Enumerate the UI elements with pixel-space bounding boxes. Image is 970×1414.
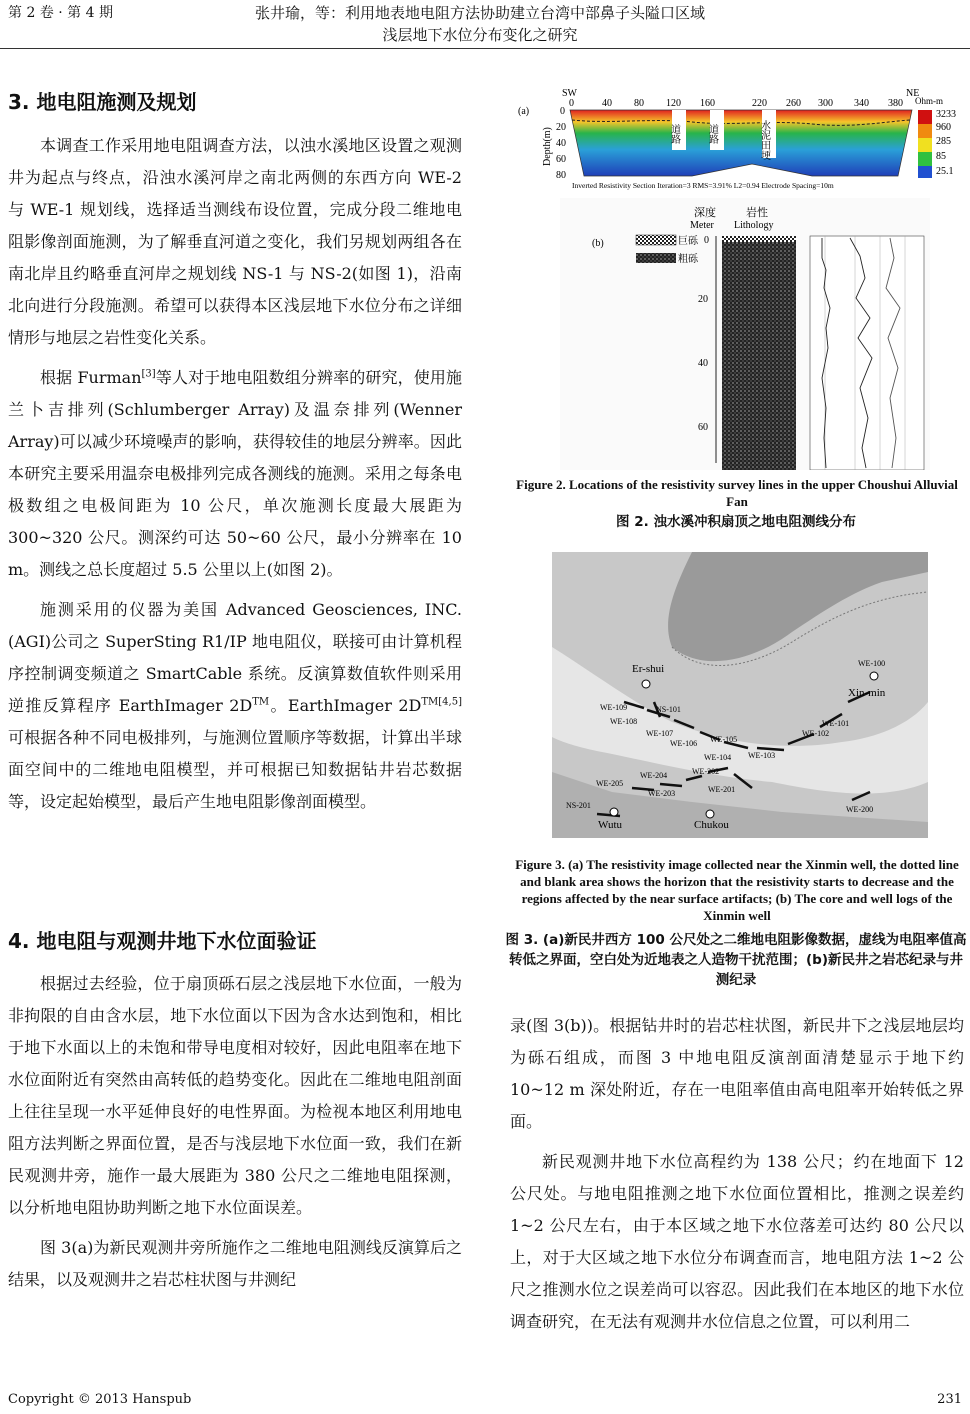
section4-heading: 4. 地电阻与观测井地下水位面验证	[8, 929, 317, 953]
svg-text:3233: 3233	[936, 109, 956, 120]
section3-heading: 3. 地电阻施测及规划	[8, 90, 197, 114]
svg-text:260: 260	[786, 98, 801, 109]
svg-text:WE-102: WE-102	[802, 729, 830, 738]
svg-text:80: 80	[634, 98, 644, 109]
svg-text:WE-105: WE-105	[710, 735, 738, 744]
right-paragraph-2: 新民观测井地下水位高程约为 138 公尺；约在地面下 12 公尺处。与地电阻推测之地下水位面位置相比，推测之误差约 1~2 公尺左右，由于本区域之地下水位落差可达约 80 公尺以上，对于大区域之地下水位分布调查而言，地电阻方法 1~2 公尺之推测水位之误差尚可以容忍。因此我们在本地区的地下水位调查研究，在无法有观测井水位信息之位置，可以利用二	[510, 1152, 964, 1331]
scale-swatch	[918, 124, 932, 138]
svg-text:300: 300	[818, 98, 833, 109]
label-b: (b)	[592, 238, 604, 249]
scale-swatch	[918, 110, 932, 124]
label-a: (a)	[518, 106, 530, 117]
core-log-figure	[560, 198, 930, 470]
depth-axis-label: Depth(m)	[542, 127, 553, 166]
svg-text:WE-201: WE-201	[708, 785, 736, 794]
svg-text:285: 285	[936, 136, 951, 147]
svg-text:960: 960	[936, 122, 951, 133]
lithology-label-en: Lithology	[734, 220, 774, 231]
svg-text:WE-106: WE-106	[670, 739, 698, 748]
svg-text:160: 160	[700, 98, 715, 109]
citation-ref[interactable]: [3]	[141, 368, 156, 380]
svg-text:40: 40	[698, 358, 708, 369]
boulder-layer	[722, 236, 796, 242]
annotation-ridge: 水泥田埂	[758, 120, 770, 160]
section3-paragraph-1: 本调查工作采用地电阻调查方法，以浊水溪地区设置之观测井为起点与终点，沿浊水溪河岸之南北两侧的东西方向 WE-2 与 WE-1 规划线，选择适当测线布设位置，完成分段二维地电阻影像剖面施测，为了解垂直河道之变化，我们另规划两组各在南北岸且约略垂直河岸之规划线 NS-1 与 NS-2(如图 1)，沿南北向进行分段施测。希望可以获得本区浅层地下水位分布之详细情形与地层之岩性变化关系。	[8, 136, 462, 347]
scale-swatch	[918, 152, 932, 166]
svg-text:WE-100: WE-100	[858, 659, 886, 668]
svg-text:80: 80	[556, 170, 566, 181]
running-title	[200, 2, 760, 46]
legend-gravel-swatch	[636, 253, 676, 263]
svg-text:40: 40	[602, 98, 612, 109]
right-column-body	[510, 1010, 964, 1346]
svg-text:20: 20	[556, 122, 566, 133]
svg-text:40: 40	[556, 138, 566, 149]
svg-text:NS-101: NS-101	[656, 705, 681, 714]
legend-boulder: 巨砾	[678, 236, 698, 247]
section3-paragraph-3: 施测采用的仪器为美国 Advanced Geosciences, INC.(AGI)公司之 SuperSting R1/IP 地电阻仪，联接可由计算机程序控制调变频道之 SmartCable 系统。反演算数值软件则采用逆推反算程序 EarthImager 2D™。EarthImager $2D^{TM[4,5]}$可根据各种不同电极排列，与施测位置顺序等数据，计算出半球面空间中的二维地电阻模型，并可根据已知数据钻井岩芯数据等，设定起始模型，最后产生地电阻影像剖面模型。	[8, 600, 462, 811]
gravel-column	[722, 242, 796, 470]
legend-boulder-swatch	[636, 235, 676, 245]
color-scale	[918, 109, 956, 178]
svg-text:Wutu: Wutu	[598, 819, 622, 831]
figure3-caption-zh: 图 3. (a)新民井西方 100 公尺处之二维地电阻影像数据，虚线为电阻率值高转低之界面，空白处为近地表之人造物干扰范围；(b)新民井之岩芯纪录与井测纪录	[505, 932, 967, 988]
svg-text:WE-109: WE-109	[600, 703, 628, 712]
svg-text:20: 20	[698, 294, 708, 305]
svg-text:0: 0	[704, 235, 709, 246]
annotation-road-1: 道路	[668, 124, 680, 144]
scale-swatch	[918, 138, 932, 152]
legend-gravel: 粗砾	[678, 254, 698, 265]
survey-map	[552, 552, 928, 838]
svg-text:25.1: 25.1	[936, 166, 954, 177]
svg-text:220: 220	[752, 98, 767, 109]
svg-text:WE-104: WE-104	[704, 753, 732, 762]
resistivity-section	[570, 110, 912, 176]
svg-text:WE-204: WE-204	[640, 771, 668, 780]
unit-label: Ohm-m	[915, 96, 943, 106]
x-axis-ticks	[569, 98, 903, 109]
section3-paragraph-2: 根据 Furman[3]等人对于地电阻数组分辨率的研究，使用施兰卜吉排列(Schlumberger Array)及温奈排列(Wenner Array)可以减少环境噪声的影响，获得较佳的地层分辨率。因此本研究主要采用温奈电极排列完成各测线的施测。采用之每条电极数组之电极间距为 10 公尺，单次施测长度最大展距为 300~320 公尺。测深约可达 50~60 公尺，最小分辨率在 10 m。测线之总长度超过 5.5 公里以上(如图 2)。	[8, 368, 462, 579]
svg-text:60: 60	[556, 154, 566, 165]
section4-body	[8, 968, 462, 1304]
svg-text:380: 380	[888, 98, 903, 109]
resistivity-section-figure	[512, 84, 964, 196]
svg-text:Chukou: Chukou	[694, 819, 729, 831]
svg-text:Er-shui: Er-shui	[632, 663, 665, 675]
svg-text:WE-101: WE-101	[822, 719, 850, 728]
header-rule	[0, 48, 970, 49]
figure3-caption-en: Figure 3. (a) The resistivity image collected near the Xinmin well, the dotted line and blank area shows the horizon that the resistivity starts to decrease and the regions affected by the near surface artifacts; (b) The core and well logs of the Xinmin well	[515, 857, 959, 923]
svg-text:0: 0	[569, 98, 574, 109]
section-footnote: Inverted Resistivity Section Iteration=3 RMS=3.91% L2=0.94 Electrode Spacing=10m	[572, 181, 834, 190]
figure2-caption-en: Figure 2. Locations of the resistivity survey lines in the upper Choushui Alluvial Fan	[516, 477, 958, 509]
svg-text:NS-201: NS-201	[566, 801, 591, 810]
page-number: 231	[937, 1392, 962, 1407]
svg-text:340: 340	[854, 98, 869, 109]
svg-text:WE-107: WE-107	[646, 729, 674, 738]
svg-text:WE-203: WE-203	[648, 789, 676, 798]
section3-body	[8, 130, 462, 826]
running-title-line2: 浅层地下水位分布变化之研究	[382, 26, 578, 44]
depth-ticks	[556, 106, 566, 181]
annotation-road-2: 道路	[706, 124, 718, 144]
running-title-line1: 张井瑜，等：利用地表地电阻方法协助建立台湾中部鼻子头隘口区域	[254, 4, 705, 22]
figure2-caption-zh: 图 2. 浊水溪冲积扇顶之地电阻测线分布	[616, 514, 856, 530]
svg-text:WE-205: WE-205	[596, 779, 624, 788]
svg-text:WE-202: WE-202	[692, 767, 720, 776]
copyright: Copyright © 2013 Hanspub	[8, 1392, 192, 1407]
ne-label: NE	[906, 88, 920, 99]
depth-label-en: Meter	[690, 220, 714, 231]
right-paragraph-1: 录(图 3(b))。根据钻井时的岩芯柱状图，新民井下之浅层地层均为砾石组成，而图 3 中地电阻反演剖面清楚显示于地下约 10~12 m 深处附近，存在一电阻率值由高电阻率开始转低之界面。	[510, 1016, 964, 1131]
svg-text:60: 60	[698, 422, 708, 433]
scale-swatch	[918, 166, 932, 178]
svg-text:WE-108: WE-108	[610, 717, 638, 726]
svg-text:Xin-min: Xin-min	[848, 687, 886, 699]
journal-volume: 第 2 卷 · 第 4 期	[8, 5, 113, 21]
svg-text:WE-103: WE-103	[748, 751, 776, 760]
depth-label-zh: 深度	[694, 207, 716, 219]
lithology-label-zh: 岩性	[746, 207, 768, 219]
svg-text:0: 0	[560, 106, 565, 117]
section4-paragraph-1: 根据过去经验，位于扇顶砾石层之浅层地下水位面，一般为非拘限的自由含水层，地下水位面以下因为含水达到饱和，相比于地下水面以上的未饱和带导电度相对较好，因此电阻率在地下水位面附近有突然由高转低的趋势变化。因此在二维地电阻剖面上往往呈现一水平延伸良好的电性界面。为检视本地区利用地电阻方法判断之界面位置，是否与浅层地下水位面一致，我们在新民观测井旁，施作一最大展距为 380 公尺之二维地电阻探测，以分析地电阻协助判断之地下水位面误差。	[8, 974, 462, 1217]
section4-paragraph-2: 图 3(a)为新民观测井旁所施作之二维地电阻测线反演算后之结果，以及观测井之岩芯柱状图与井测纪	[8, 1238, 462, 1289]
svg-text:WE-200: WE-200	[846, 805, 874, 814]
svg-text:85: 85	[936, 151, 946, 162]
svg-text:120: 120	[666, 98, 681, 109]
citation-ref[interactable]: TM[4,5]	[421, 696, 462, 708]
sw-label: SW	[562, 88, 577, 99]
